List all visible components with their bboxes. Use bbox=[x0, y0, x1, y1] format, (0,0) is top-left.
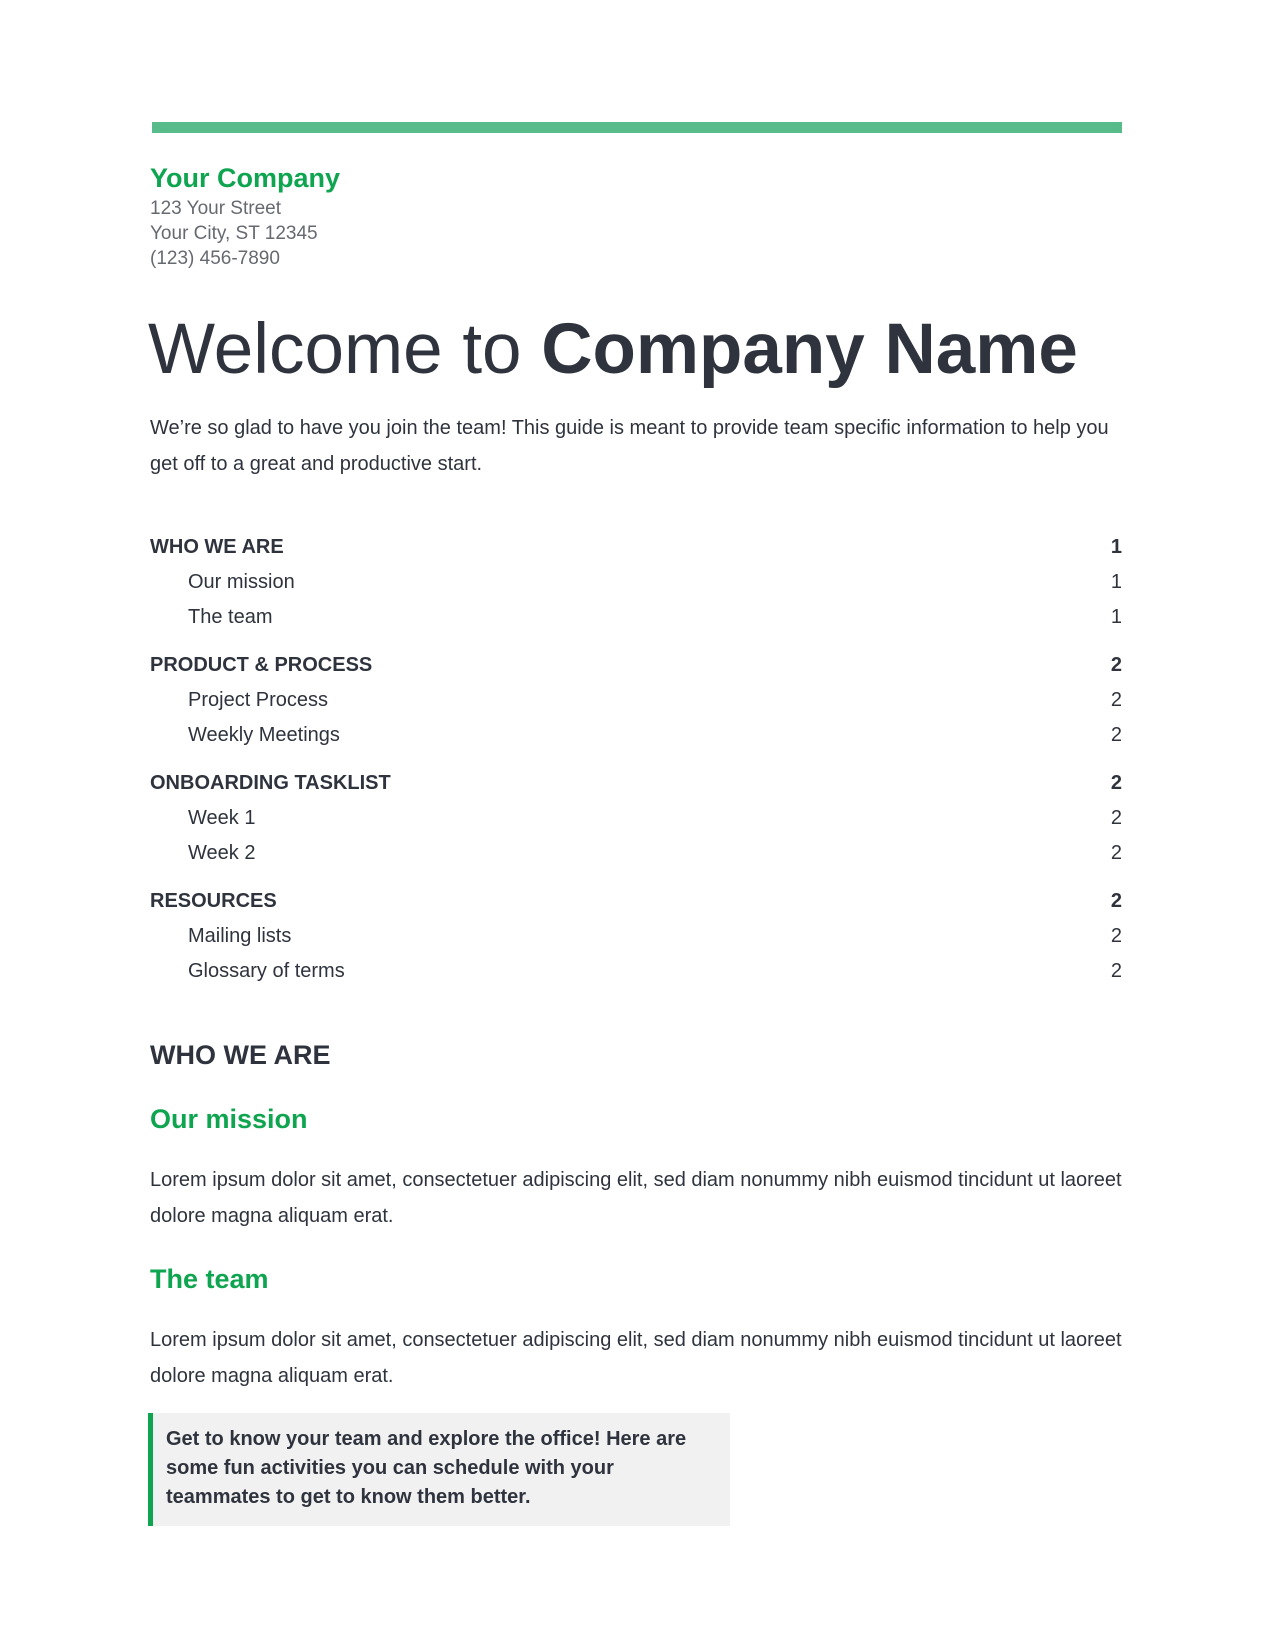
toc-item[interactable] bbox=[150, 600, 1122, 635]
toc-heading-page: 2 bbox=[1110, 654, 1122, 676]
company-info bbox=[150, 160, 340, 271]
table-of-contents bbox=[150, 530, 1122, 1002]
intro-paragraph: We’re so glad to have you join the team! This guide is meant to provide team specific information to help you get off to a great and productive start. bbox=[150, 417, 1109, 475]
toc-item-label: Weekly Meetings bbox=[188, 724, 340, 746]
toc-section bbox=[150, 766, 1122, 871]
toc-heading[interactable] bbox=[150, 530, 1122, 565]
subheading-our-mission: Our mission bbox=[150, 1104, 308, 1134]
toc-heading[interactable] bbox=[150, 766, 1122, 801]
toc-item[interactable] bbox=[150, 836, 1122, 871]
subheading-the-team: The team bbox=[150, 1264, 269, 1294]
toc-section bbox=[150, 648, 1122, 753]
toc-item-label: The team bbox=[188, 606, 273, 628]
section-heading-who-we-are: WHO WE ARE bbox=[150, 1040, 331, 1070]
toc-item-page: 2 bbox=[1110, 807, 1122, 829]
toc-heading-label: WHO WE ARE bbox=[150, 536, 284, 558]
toc-section bbox=[150, 530, 1122, 635]
toc-item-label: Project Process bbox=[188, 689, 329, 711]
toc-item[interactable] bbox=[150, 919, 1122, 954]
toc-item[interactable] bbox=[150, 683, 1122, 718]
toc-item-page: 1 bbox=[1110, 606, 1122, 628]
company-street: 123 Your Street bbox=[150, 198, 281, 219]
mission-paragraph: Lorem ipsum dolor sit amet, consectetuer adipiscing elit, sed diam nonummy nibh euismod tincidunt ut laoreet dolore magna aliquam erat. bbox=[150, 1169, 1122, 1227]
toc-heading-page: 2 bbox=[1110, 890, 1122, 912]
toc-item[interactable] bbox=[150, 801, 1122, 836]
toc-item-page: 1 bbox=[1110, 571, 1122, 593]
title-emphasis: Company Name bbox=[541, 310, 1078, 389]
toc-heading[interactable] bbox=[150, 648, 1122, 683]
callout-box: Get to know your team and explore the office! Here are some fun activities you can schedule with your teammates to get to know them better. bbox=[148, 1413, 730, 1526]
toc-item-page: 2 bbox=[1110, 724, 1122, 746]
toc-item-page: 2 bbox=[1110, 842, 1122, 864]
title-prefix: Welcome to bbox=[148, 310, 542, 389]
toc-item-label: Mailing lists bbox=[188, 925, 292, 947]
toc-heading-page: 2 bbox=[1110, 772, 1122, 794]
toc-item-label: Week 2 bbox=[188, 842, 256, 864]
toc-item-page: 2 bbox=[1110, 689, 1122, 711]
toc-item-label: Our mission bbox=[188, 571, 295, 593]
team-paragraph: Lorem ipsum dolor sit amet, consectetuer adipiscing elit, sed diam nonummy nibh euismod tincidunt ut laoreet dolore magna aliquam erat. bbox=[150, 1329, 1122, 1387]
toc-item-page: 2 bbox=[1110, 925, 1122, 947]
toc-item-label: Week 1 bbox=[188, 807, 256, 829]
page-title bbox=[148, 308, 1078, 392]
toc-item-page: 2 bbox=[1110, 960, 1122, 982]
toc-heading-label: RESOURCES bbox=[150, 890, 277, 912]
toc-item[interactable] bbox=[150, 718, 1122, 753]
toc-section bbox=[150, 884, 1122, 989]
top-accent-rule bbox=[152, 122, 1122, 133]
toc-item[interactable] bbox=[150, 565, 1122, 600]
toc-heading-label: PRODUCT & PROCESS bbox=[150, 654, 373, 676]
company-phone: (123) 456-7890 bbox=[150, 248, 280, 269]
company-city: Your City, ST 12345 bbox=[150, 223, 318, 244]
toc-heading-page: 1 bbox=[1110, 536, 1122, 558]
toc-item[interactable] bbox=[150, 954, 1122, 989]
toc-item-label: Glossary of terms bbox=[188, 960, 345, 982]
toc-heading[interactable] bbox=[150, 884, 1122, 919]
company-name: Your Company bbox=[150, 163, 341, 193]
toc-heading-label: ONBOARDING TASKLIST bbox=[150, 772, 391, 794]
